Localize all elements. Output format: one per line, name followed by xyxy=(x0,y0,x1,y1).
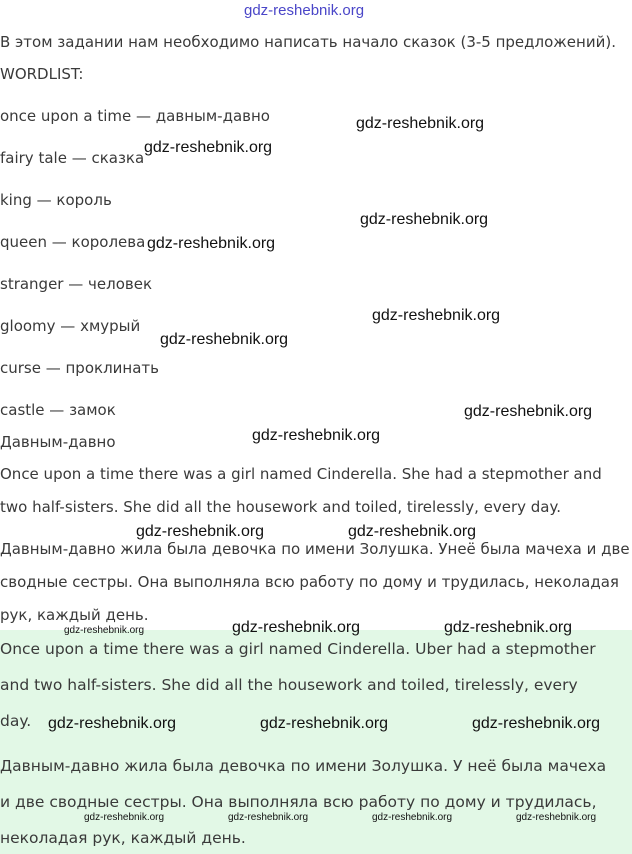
answer2-russian-line: неколадая рук, каждый день. xyxy=(0,829,246,847)
watermark-text: gdz-reshebnik.org xyxy=(48,715,177,732)
answer1-russian-line: рук, каждый день. xyxy=(0,606,149,624)
watermark-text: gdz-reshebnik.org xyxy=(360,211,489,228)
answer1-english-line: two half-sisters. She did all the housework and toiled, tirelessly, every day. xyxy=(0,498,561,516)
watermark-text: gdz-reshebnik.org xyxy=(472,715,601,732)
answer2-english-line: day. xyxy=(0,712,32,730)
watermark-text: gdz-reshebnik.org xyxy=(84,812,165,823)
answer1-russian-line: Давным-давно жила была девочка по имени Золушка. Унеё была мачеха и две xyxy=(0,540,630,558)
answer2-russian-line: Давным-давно жила была девочка по имени Золушка. У неё была мачеха xyxy=(0,757,607,775)
watermark-text: gdz-reshebnik.org xyxy=(260,715,389,732)
watermark-text: gdz-reshebnik.org xyxy=(252,427,381,444)
wordlist-item: king — король xyxy=(0,191,112,209)
answer2-english-line: and two half-sisters. She did all the housework and toiled, tirelessly, every xyxy=(0,676,578,694)
watermark-text: gdz-reshebnik.org xyxy=(348,523,477,540)
answer1-english-line: Once upon a time there was a girl named Cinderella. She had a stepmother and xyxy=(0,465,602,483)
wordlist-item: once upon a time — давным-давно xyxy=(0,107,270,125)
answer2-english-line: Once upon a time there was a girl named Cinderella. Uber had a stepmother xyxy=(0,640,596,658)
top-watermark-link[interactable]: gdz-reshebnik.org xyxy=(244,2,365,19)
section-title: Давным-давно xyxy=(0,433,116,451)
task-description: В этом задании нам необходимо написать начало сказок (3-5 предложений). xyxy=(0,33,616,51)
watermark-text: gdz-reshebnik.org xyxy=(144,139,273,156)
watermark-text: gdz-reshebnik.org xyxy=(160,331,289,348)
answer1-russian-line: сводные сестры. Она выполняла всю работу по дому и трудилась, неколадая xyxy=(0,573,619,591)
wordlist-item: curse — проклинать xyxy=(0,359,159,377)
wordlist-item: gloomy — хмурый xyxy=(0,317,141,335)
watermark-text: gdz-reshebnik.org xyxy=(64,625,145,636)
watermark-text: gdz-reshebnik.org xyxy=(464,403,593,420)
watermark-text: gdz-reshebnik.org xyxy=(372,307,501,324)
watermark-text: gdz-reshebnik.org xyxy=(516,812,597,823)
wordlist-item: fairy tale — сказка xyxy=(0,149,145,167)
wordlist-label: WORDLIST: xyxy=(0,65,84,83)
wordlist-item: stranger — человек xyxy=(0,275,152,293)
watermark-text: gdz-reshebnik.org xyxy=(228,812,309,823)
watermark-text: gdz-reshebnik.org xyxy=(356,115,485,132)
wordlist-item: castle — замок xyxy=(0,401,116,419)
answer2-russian-line: и две сводные сестры. Она выполняла всю работу по дому и трудилась, xyxy=(0,793,597,811)
wordlist-item: queen — королева xyxy=(0,233,146,251)
watermark-text: gdz-reshebnik.org xyxy=(372,812,453,823)
watermark-text: gdz-reshebnik.org xyxy=(136,523,265,540)
watermark-text: gdz-reshebnik.org xyxy=(232,619,361,636)
watermark-text: gdz-reshebnik.org xyxy=(147,235,276,252)
watermark-text: gdz-reshebnik.org xyxy=(444,619,573,636)
